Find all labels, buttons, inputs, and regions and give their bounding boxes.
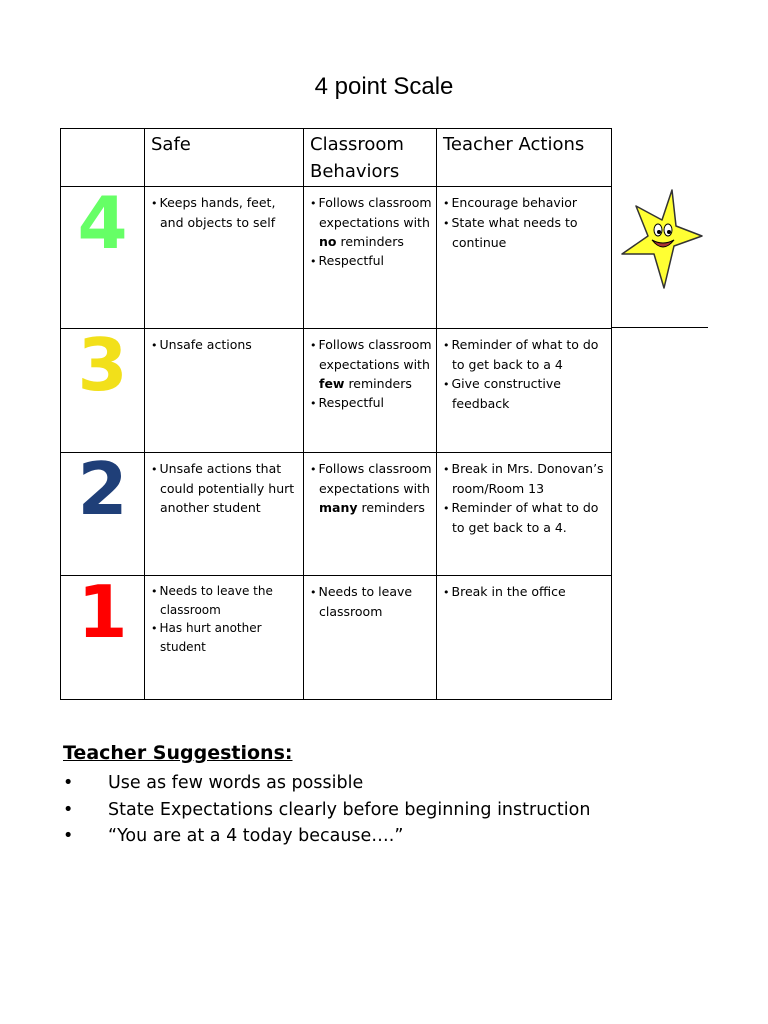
list-item: • Follows classroom expectations with many reminders [310,459,432,517]
bullet: • [63,773,74,793]
safe-cell [145,576,304,700]
divider [611,327,708,328]
list-item: • State what needs to continue [443,213,607,252]
table-row [61,576,612,700]
list-item: • Break in the office [443,582,607,602]
list-item: • Needs to leave the classroom [151,582,299,619]
list-item: • State Expectations clearly before beginning instruction [63,797,590,824]
list-item: • Follows classroom expectations with few reminders [310,335,432,393]
bullet: • [63,826,74,846]
list-item: • Break in Mrs. Donovan’s room/Room 13 [443,459,607,498]
smiling-star-icon [614,184,706,296]
header-actions: Teacher Actions [437,129,612,187]
list-item: • “You are at a 4 today because….” [63,823,590,850]
behaviors-cell [304,453,437,576]
behaviors-cell [304,187,437,329]
bullet: • [63,799,74,820]
list-item: • Reminder of what to do to get back to a 4. [443,498,607,537]
safe-cell [145,453,304,576]
level-number: 4 [61,187,145,329]
list-item: • Needs to leave classroom [310,582,432,621]
table-row [61,329,612,453]
table-row [61,187,612,329]
suggestions-heading: Teacher Suggestions: [63,742,293,764]
list-item: • Respectful [310,251,432,271]
level-number: 2 [61,453,145,576]
level-number: 3 [61,329,145,453]
level-number: 1 [61,576,145,700]
actions-cell [437,576,612,700]
header-level [61,129,145,187]
suggestions-list [63,770,590,850]
list-item: • Unsafe actions that could potentially hurt another student [151,459,299,517]
list-item: • Use as few words as possible [63,770,590,797]
behavior-scale-table [60,128,612,700]
page-title: 4 point Scale [314,73,454,100]
actions-cell [437,187,612,329]
safe-cell [145,187,304,329]
table-header-row [61,129,612,187]
table-row [61,453,612,576]
list-item: • Has hurt another student [151,619,299,656]
list-item: • Follows classroom expectations with no reminders [310,193,432,251]
list-item: • Unsafe actions [151,335,299,355]
list-item: • Keeps hands, feet, and objects to self [151,193,299,232]
behaviors-cell [304,329,437,453]
list-item: • Reminder of what to do to get back to a 4 [443,335,607,374]
header-behaviors: Classroom Behaviors [304,129,437,187]
list-item: • Give constructive feedback [443,374,607,413]
list-item: • Encourage behavior [443,193,607,213]
header-safe: Safe [145,129,304,187]
list-item: • Respectful [310,393,432,413]
actions-cell [437,329,612,453]
actions-cell [437,453,612,576]
safe-cell [145,329,304,453]
behaviors-cell [304,576,437,700]
